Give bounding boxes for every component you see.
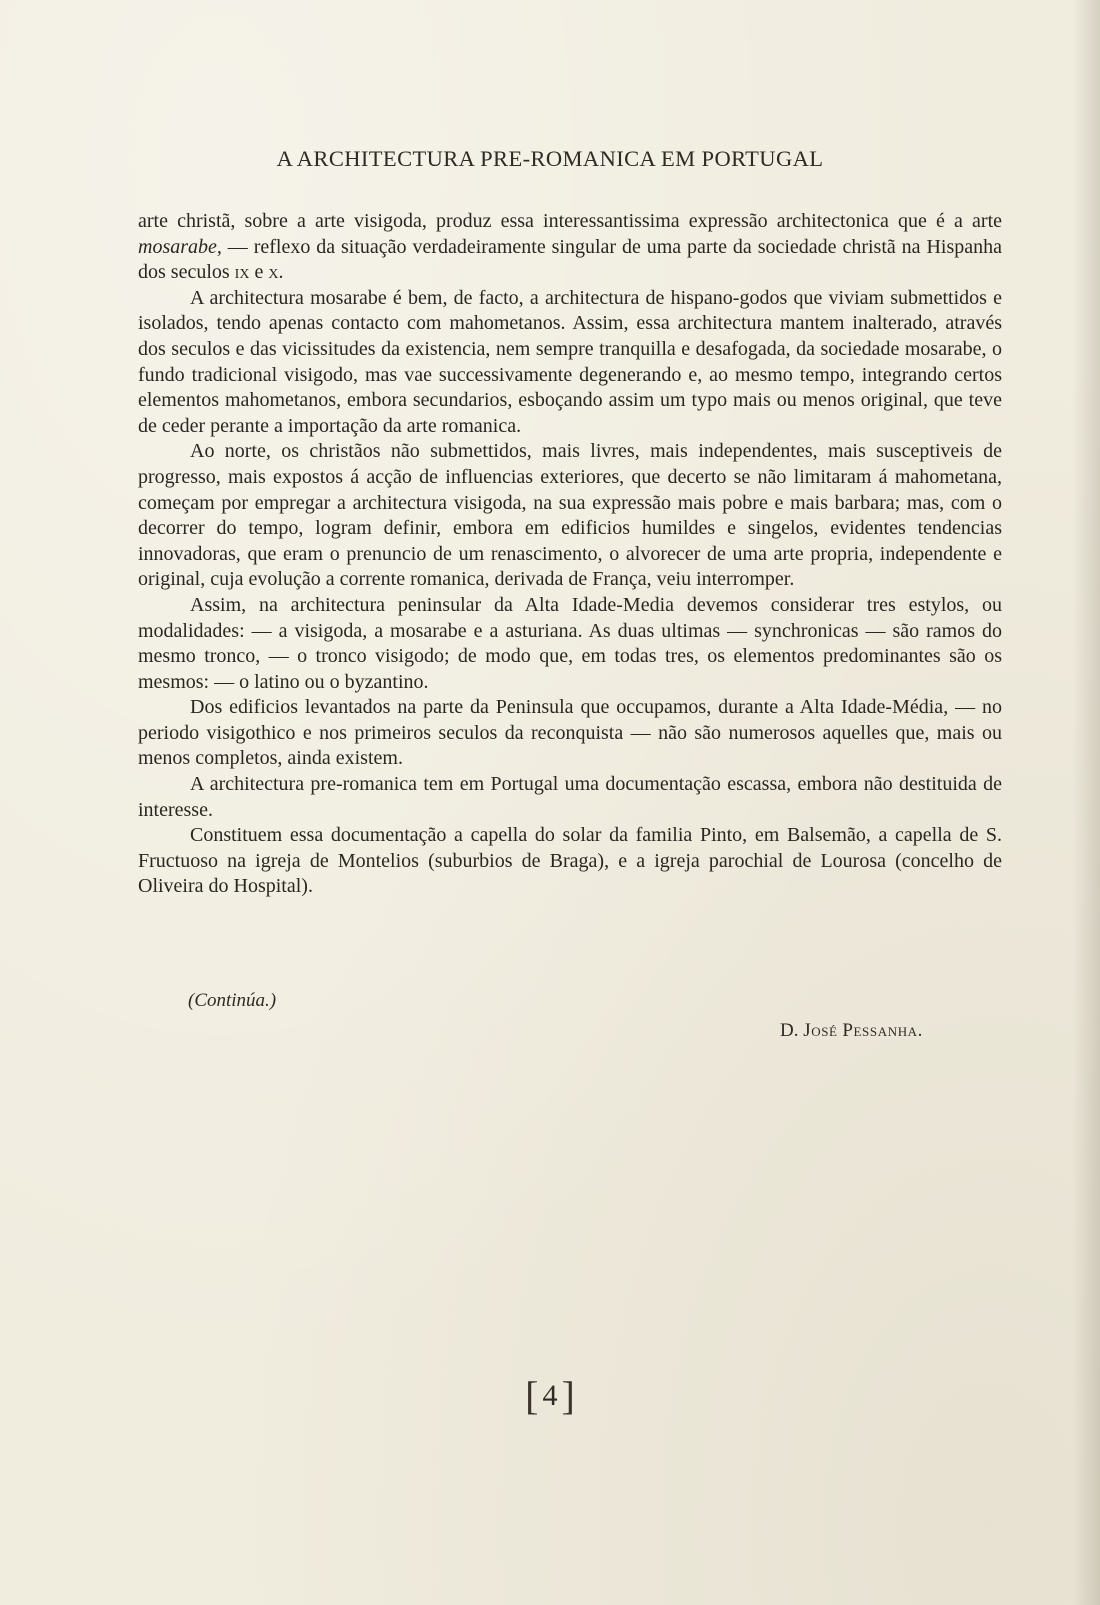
paragraph-1-after: — reflexo da situação verdadeiramente singular de uma parte da sociedade christã na Hispanha dos seculos <box>138 235 1002 284</box>
roman-numeral-x: x <box>268 261 279 284</box>
folio-left-bracket: [ <box>525 1373 539 1418</box>
continua-note: (Continúa.) <box>188 990 277 1011</box>
paragraph-7: Constituem essa documentação a capella do solar da familia Pinto, em Balsemão, a capella de S. Fructuoso na igreja de Montelios (suburbios de Braga), e a igreja parochial de Lourosa (concelho de Oliveira do Hospital). <box>138 824 1002 898</box>
author-initial: D. <box>780 1020 799 1041</box>
paragraph-4: Assim, na architectura peninsular da Alta Idade-Media devemos considerar tres estylos, ou modalidades: — a visigoda, a mosarabe e a asturiana. As duas ultimas — synchronicas — são ramos do mesmo tronco, — o tronco visigodo; de modo que, em todas tres, os elementos predominantes são os mesmos: — o latino ou o byzantino. <box>138 593 1002 693</box>
body-text <box>138 209 1002 900</box>
paragraph-3: Ao norte, os christãos não submettidos, mais livres, mais independentes, mais susceptiveis de progresso, mais expostos á acção de influencias exteriores, que decerto se não limitaram á mahometana, começam por empregar a architectura visigoda, na sua expressão mais pobre e mais barbara; mas, com o decorrer do tempo, logram definir, embora em edificios humildes e singelos, evidentes tendencias innovadoras, que eram o prenuncio de um renascimento, o alvorecer de uma arte propria, independente e original, cuja evolução a corrente romanica, derivada de França, veiu interromper. <box>138 440 1002 591</box>
roman-numeral-ix: ix <box>234 261 250 284</box>
author-signature <box>780 1020 922 1042</box>
paragraph-1-end: . <box>278 261 284 284</box>
running-head: A ARCHITECTURA PRE-ROMANICA EM PORTUGAL <box>276 146 824 171</box>
page-number <box>0 1372 1100 1419</box>
paragraph-1-before: arte christã, sobre a arte visigoda, produz essa interessantissima expressão architectonica que é a arte <box>138 210 1002 232</box>
author-signature-end: . <box>917 1020 923 1041</box>
paragraph-5: Dos edificios levantados na parte da Peninsula que occupamos, durante a Alta Idade-Média, — no periodo visigothico e nos primeiros seculos da reconquista — não são numerosos aquelles que, mais ou menos completos, ainda existem. <box>138 696 1002 770</box>
paragraph-1-mid: e <box>249 261 269 284</box>
folio-number: 4 <box>542 1379 558 1412</box>
paragraph-1 <box>138 209 1002 286</box>
paragraph-6: A architectura pre-romanica tem em Portugal uma documentação escassa, embora não destituida de interesse. <box>138 773 1002 821</box>
folio-right-bracket: ] <box>561 1373 575 1418</box>
author-last-name: Pessanha <box>842 1020 918 1041</box>
author-first-name: José <box>803 1020 838 1041</box>
italic-term-mosarabe: mosarabe, <box>138 235 222 258</box>
page-edge-shadow <box>1072 0 1100 1605</box>
paragraph-2: A architectura mosarabe é bem, de facto, a architectura de hispano-godos que viviam submettidos e isolados, tendo apenas contacto com mahometanos. Assim, essa architectura mantem inalterado, através dos seculos e das vicissitudes da existencia, nem sempre tranquilla e desafogada, da sociedade mosarabe, o fundo tradicional visigodo, mas vae successivamente degenerando e, ao mesmo tempo, integrando certos elementos mahometanos, embora secundarios, esboçando assim um typo mais ou menos original, que teve de ceder perante a importação da arte romanica. <box>138 286 1002 437</box>
